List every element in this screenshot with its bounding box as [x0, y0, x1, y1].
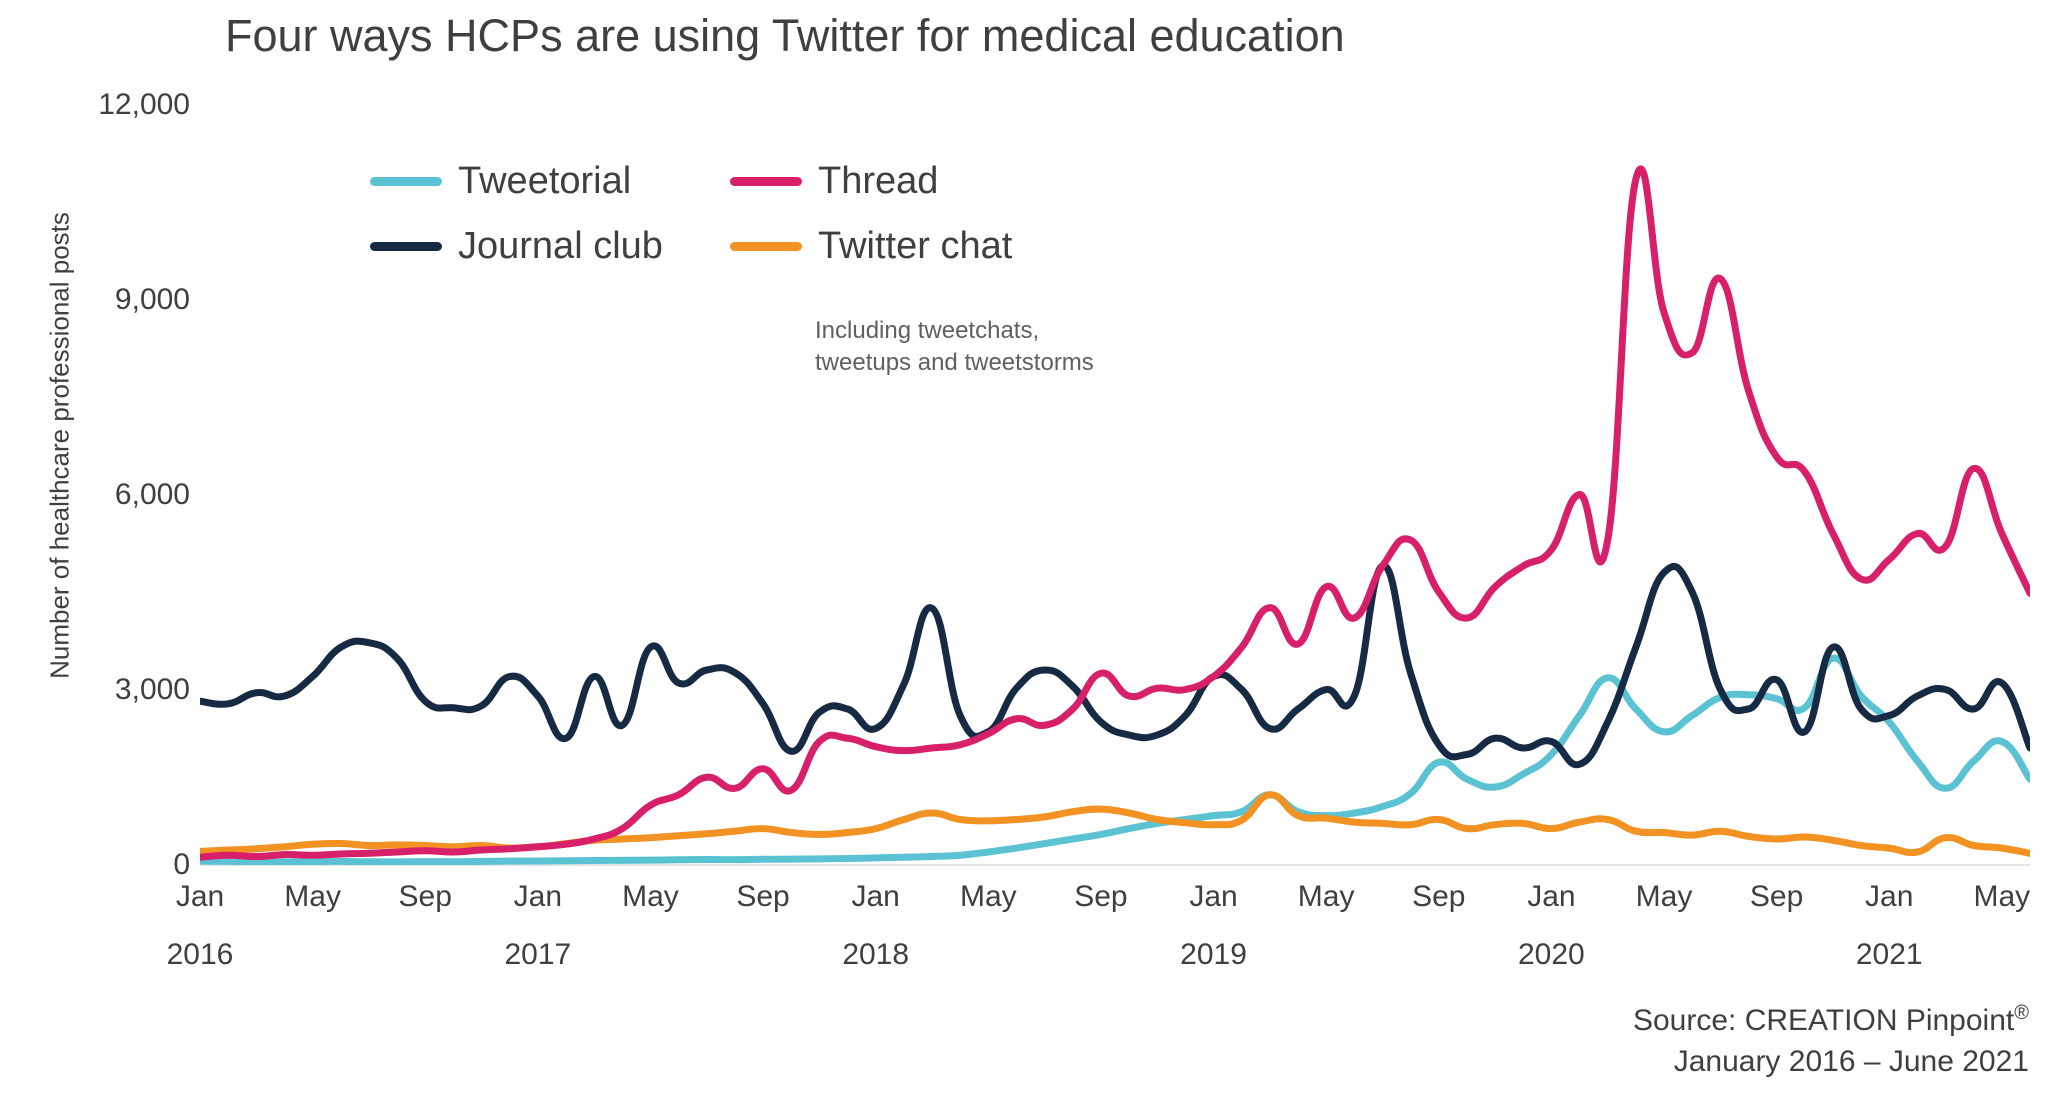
x-tick-label: Jan — [1865, 880, 1914, 913]
x-year-label: 2019 — [1180, 938, 1247, 971]
x-tick-label: Sep — [1749, 880, 1804, 913]
x-year-label: 2021 — [1855, 938, 1923, 971]
legend-item-thread[interactable] — [730, 160, 938, 203]
legend-label-journal-club: Journal club — [458, 225, 663, 267]
line-twitter-chat — [200, 795, 2030, 854]
source-line2: January 2016 – June 2021 — [1673, 1044, 2029, 1078]
source-superscript: ® — [2014, 1002, 2029, 1024]
legend-swatch-journal-club — [370, 242, 442, 251]
y-tick-12000: 12,000 — [98, 88, 190, 121]
line-tweetorial — [200, 658, 2030, 862]
x-year-label: 2018 — [842, 938, 910, 971]
x-tick-label: May — [622, 880, 679, 913]
x-tick-label: Jan — [513, 880, 563, 913]
legend-label-tweetorial: Tweetorial — [458, 160, 632, 202]
legend-label-thread: Thread — [818, 160, 939, 202]
x-tick-label: Jan — [1527, 880, 1576, 913]
x-tick-label: Sep — [1412, 880, 1466, 913]
x-tick-label: Sep — [736, 880, 790, 913]
legend-swatch-twitter-chat — [730, 242, 802, 251]
source-caption — [1633, 1000, 2029, 1082]
legend-note-line2: tweetups and tweetstorms — [815, 349, 1094, 377]
x-tick-label: Jan — [1189, 880, 1238, 913]
legend-row-2 — [370, 225, 1170, 268]
legend-swatch-thread — [730, 177, 802, 186]
source-text: Source: CREATION Pinpoint — [1632, 1004, 2015, 1037]
legend-swatch-tweetorial — [370, 177, 442, 186]
legend-label-twitter-chat: Twitter chat — [818, 225, 1013, 267]
x-tick-label: May — [284, 880, 341, 913]
y-tick-9000: 9,000 — [114, 283, 190, 316]
x-tick-label: Jan — [175, 880, 225, 913]
chart-title: Four ways HCPs are using Twitter for medical education — [225, 10, 1345, 61]
y-tick-6000: 6,000 — [114, 478, 190, 511]
legend-note-line1: Including tweetchats, — [815, 317, 1040, 344]
legend-item-journal-club[interactable] — [370, 225, 730, 268]
x-year-label: 2020 — [1518, 938, 1585, 971]
source-line1 — [1633, 1000, 2029, 1042]
legend-item-tweetorial[interactable] — [370, 160, 730, 203]
legend-note — [815, 315, 1094, 380]
x-tick-label: Sep — [1074, 880, 1128, 913]
y-tick-0: 0 — [173, 848, 190, 881]
chart-legend — [370, 160, 1170, 290]
legend-row-1 — [370, 160, 1170, 203]
x-tick-label: May — [1297, 880, 1355, 913]
legend-item-twitter-chat[interactable] — [730, 225, 1012, 268]
y-tick-3000: 3,000 — [114, 673, 190, 706]
y-axis-label: Number of healthcare professional posts — [44, 212, 75, 679]
line-journal-club — [200, 566, 2030, 765]
x-tick-label: Sep — [398, 880, 452, 913]
x-tick-label: May — [959, 880, 1017, 913]
x-year-label: 2017 — [504, 938, 572, 971]
x-tick-label: Jan — [851, 880, 900, 913]
x-tick-label: May — [1973, 880, 2031, 913]
x-year-label: 2016 — [166, 938, 234, 971]
x-tick-label: May — [1635, 880, 1693, 913]
x-axis-ticks — [0, 880, 2051, 1000]
